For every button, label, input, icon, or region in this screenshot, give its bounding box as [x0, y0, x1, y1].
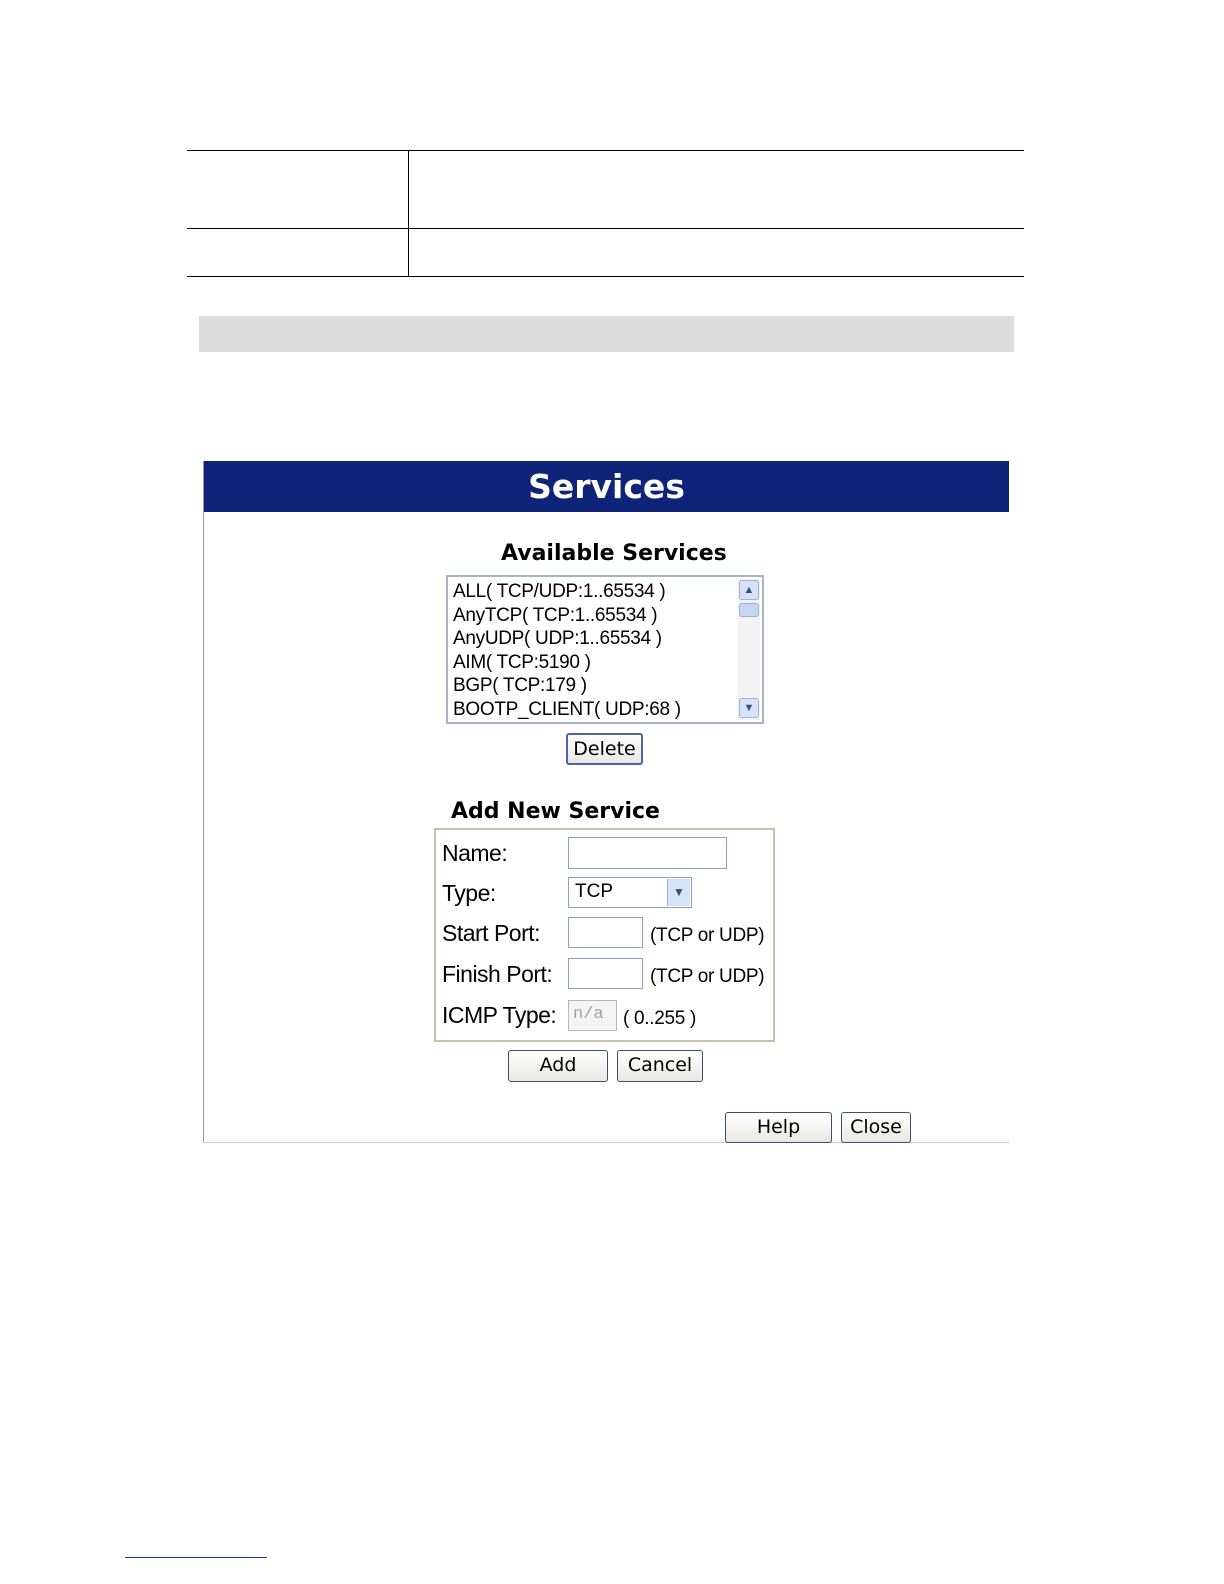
icmp-type-placeholder: n/a [573, 1005, 604, 1024]
start-port-hint: (TCP or UDP) [650, 925, 765, 946]
icmp-type-hint: ( 0..255 ) [623, 1008, 697, 1029]
list-item[interactable]: ALL( TCP/UDP:1..65534 ) [453, 581, 666, 602]
window-title: Services [204, 461, 1009, 512]
list-item[interactable]: AnyUDP( UDP:1..65534 ) [453, 628, 662, 650]
finish-port-label: Finish Port: [442, 961, 553, 987]
list-item[interactable]: BOOTP_CLIENT( UDP:68 ) [453, 698, 681, 720]
icmp-type-label: ICMP Type: [442, 1002, 557, 1028]
start-port-input[interactable] [568, 917, 643, 948]
start-port-label: Start Port: [442, 920, 541, 946]
name-input[interactable] [568, 837, 727, 869]
type-select-value: TCP [575, 881, 613, 902]
available-services-heading: Available Services [501, 541, 727, 566]
available-services-list[interactable] [446, 575, 764, 724]
finish-port-hint: (TCP or UDP) [650, 966, 765, 987]
list-item[interactable]: BGP( TCP:179 ) [453, 675, 587, 697]
add-button[interactable]: Add [508, 1050, 608, 1082]
list-item[interactable]: AnyTCP( TCP:1..65534 ) [453, 604, 658, 626]
chevron-down-icon[interactable]: ▼ [667, 879, 690, 906]
table-rule [187, 276, 1024, 277]
close-button[interactable]: Close [841, 1112, 911, 1143]
document-table [187, 150, 1024, 277]
table-column-divider [408, 150, 409, 277]
icmp-type-input [568, 1000, 617, 1031]
list-item[interactable]: AIM( TCP:5190 ) [453, 651, 591, 673]
cancel-button[interactable]: Cancel [617, 1050, 703, 1082]
scroll-up-icon[interactable]: ▲ [739, 580, 759, 600]
scroll-down-icon[interactable]: ▼ [739, 698, 759, 718]
table-rule [187, 150, 1024, 151]
help-button[interactable]: Help [725, 1112, 832, 1143]
scroll-thumb[interactable] [739, 603, 759, 617]
table-rule [187, 228, 1024, 229]
footer-link-rule [125, 1557, 267, 1558]
type-select[interactable] [568, 877, 692, 908]
finish-port-input[interactable] [568, 958, 643, 989]
name-label: Name: [442, 840, 508, 866]
add-new-service-heading: Add New Service [451, 799, 660, 824]
type-label: Type: [442, 880, 496, 906]
list-scrollbar[interactable] [738, 579, 760, 720]
delete-button[interactable]: Delete [566, 733, 643, 765]
section-heading-bar [199, 316, 1014, 352]
services-window [203, 461, 1009, 1143]
